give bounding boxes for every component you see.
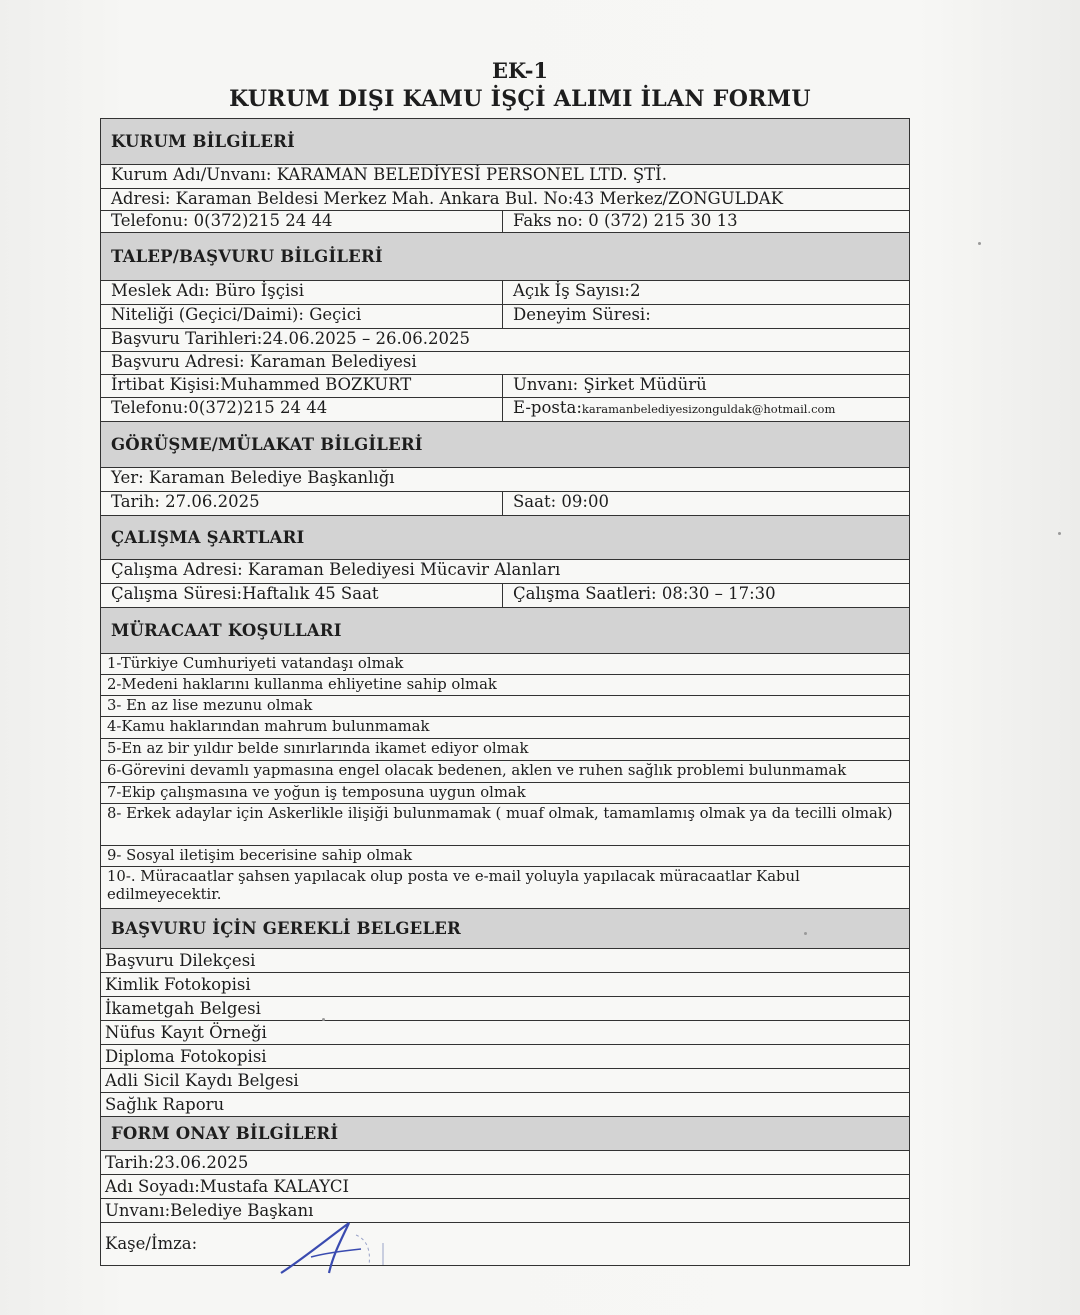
scan-speck [1058, 532, 1061, 535]
meslek-adi: Meslek Adı: Büro İşçisi [101, 281, 503, 304]
irtibat-telefon: Telefonu:0(372)215 24 44 [101, 398, 503, 421]
form-table [100, 118, 910, 1266]
row-kurum-telefon [101, 211, 909, 233]
list-item [101, 867, 909, 909]
kurum-telefon: Telefonu: 0(372)215 24 44 [101, 211, 503, 232]
section-talep: TALEP/BAŞVURU BİLGİLERİ [101, 233, 909, 281]
section-belgeler: BAŞVURU İÇİN GEREKLİ BELGELER [101, 909, 909, 949]
form-code: EK-1 [491, 58, 549, 83]
section-gorusme: GÖRÜŞME/MÜLAKAT BİLGİLERİ [101, 422, 909, 468]
kosul-3: 3- En az lise mezunu olmak [107, 697, 313, 714]
kosul-5: 5-En az bir yıldır belde sınırlarında ikamet ediyor olmak [107, 740, 529, 757]
basvuru-adresi: Başvuru Adresi: Karaman Belediyesi [111, 352, 417, 371]
section-kurum: KURUM BİLGİLERİ [101, 119, 909, 165]
row-tarih-saat [101, 492, 909, 516]
section-calisma: ÇALIŞMA ŞARTLARI [101, 516, 909, 560]
calisma-saatleri: Çalışma Saatleri: 08:30 – 17:30 [513, 584, 776, 603]
row-yer [101, 468, 909, 492]
list-item [101, 739, 909, 761]
onay-unvani: Unvanı:Belediye Başkanı [105, 1201, 314, 1220]
list-item [101, 761, 909, 783]
belge-6: Adli Sicil Kaydı Belgesi [105, 1071, 299, 1090]
signature-icon [271, 1215, 411, 1275]
section-onay: FORM ONAY BİLGİLERİ [101, 1117, 909, 1151]
mulakat-tarihi: Tarih: 27.06.2025 [101, 492, 503, 515]
belge-5: Diploma Fotokopisi [105, 1047, 267, 1066]
list-item [101, 997, 909, 1021]
list-item [101, 949, 909, 973]
row-irtibat-telefon [101, 398, 909, 422]
row-basvuru-adresi [101, 352, 909, 375]
list-item [101, 846, 909, 867]
row-onay-tarih [101, 1151, 909, 1175]
row-meslek [101, 281, 909, 305]
row-onay-adi [101, 1175, 909, 1199]
row-irtibat [101, 375, 909, 398]
kosul-7: 7-Ekip çalışmasına ve yoğun iş temposuna uygun olmak [107, 784, 526, 801]
kosul-6: 6-Görevini devamlı yapmasına engel olacak bedenen, aklen ve ruhen sağlık problemi bulunmamak [107, 762, 847, 779]
row-onay-unvan [101, 1199, 909, 1223]
onay-adi-soyadi: Adı Soyadı:Mustafa KALAYCI [105, 1177, 349, 1196]
list-item [101, 804, 909, 846]
list-item [101, 654, 909, 675]
scan-speck [322, 1018, 325, 1021]
kosul-9: 9- Sosyal iletişim becerisine sahip olmak [107, 847, 413, 864]
kosul-2: 2-Medeni haklarını kullanma ehliyetine sahip olmak [107, 676, 497, 693]
belge-4: Nüfus Kayıt Örneği [105, 1023, 267, 1042]
eposta-label: E-posta: [513, 398, 582, 417]
row-kurum-adi [101, 165, 909, 189]
list-item [101, 973, 909, 997]
belge-3: İkametgah Belgesi [105, 999, 261, 1018]
acik-is-sayisi: Açık İş Sayısı:2 [513, 281, 641, 300]
section-muracaat: MÜRACAAT KOŞULLARI [101, 608, 909, 654]
onay-tarih: Tarih:23.06.2025 [105, 1153, 249, 1172]
kurum-faks: Faks no: 0 (372) 215 30 13 [513, 211, 738, 230]
calisma-adresi: Çalışma Adresi: Karaman Belediyesi Mücavir Alanları [111, 560, 561, 579]
list-item [101, 783, 909, 804]
list-item [101, 1045, 909, 1069]
belge-1: Başvuru Dilekçesi [105, 951, 256, 970]
kurum-adresi: Adresi: Karaman Beldesi Merkez Mah. Ankara Bul. No:43 Merkez/ZONGULDAK [111, 189, 784, 208]
scan-speck [978, 242, 981, 245]
deneyim-suresi: Deneyim Süresi: [513, 305, 651, 324]
row-nitelik [101, 305, 909, 329]
eposta-address: karamanbelediyesizonguldak@hotmail.com [581, 402, 836, 416]
calisma-suresi: Çalışma Süresi:Haftalık 45 Saat [101, 584, 503, 607]
nitelik: Niteliği (Geçici/Daimi): Geçici [101, 305, 503, 328]
list-item [101, 1093, 909, 1117]
belge-2: Kimlik Fotokopisi [105, 975, 251, 994]
kase-imza-label: Kaşe/İmza: [105, 1234, 198, 1253]
list-item [101, 675, 909, 696]
irtibat-kisisi: İrtibat Kişisi:Muhammed BOZKURT [101, 375, 503, 397]
form-title: KURUM DIŞI KAMU İŞÇİ ALIMI İLAN FORMU [229, 86, 811, 112]
list-item [101, 1069, 909, 1093]
kosul-4: 4-Kamu haklarından mahrum bulunmamak [107, 718, 430, 735]
mulakat-saati: Saat: 09:00 [513, 492, 609, 511]
eposta-cell [503, 398, 909, 421]
row-basvuru-tarihleri [101, 329, 909, 352]
row-calisma-suresi [101, 584, 909, 608]
list-item [101, 696, 909, 717]
basvuru-tarihleri: Başvuru Tarihleri:24.06.2025 – 26.06.2025 [111, 329, 470, 348]
kosul-1: 1-Türkiye Cumhuriyeti vatandaşı olmak [107, 655, 404, 672]
row-calisma-adresi [101, 560, 909, 584]
belge-7: Sağlık Raporu [105, 1095, 225, 1114]
list-item [101, 1021, 909, 1045]
row-kurum-adres [101, 189, 909, 211]
mulakat-yeri: Yer: Karaman Belediye Başkanlığı [111, 468, 395, 487]
row-kase-imza [101, 1223, 909, 1265]
irtibat-unvani: Unvanı: Şirket Müdürü [513, 375, 707, 394]
kurum-adi: Kurum Adı/Unvanı: KARAMAN BELEDİYESİ PERSONEL LTD. ŞTİ. [111, 165, 667, 184]
scan-speck [804, 932, 807, 935]
kosul-8: 8- Erkek adaylar için Askerlikle ilişiği bulunmamak ( muaf olmak, tamamlamış olmak ya da tecilli olmak) [107, 805, 893, 822]
list-item [101, 717, 909, 739]
kosul-10: 10-. Müracaatlar şahsen yapılacak olup posta ve e-mail yoluyla yapılacak müracaatlar Kabul edilmeyecektir. [107, 868, 800, 903]
